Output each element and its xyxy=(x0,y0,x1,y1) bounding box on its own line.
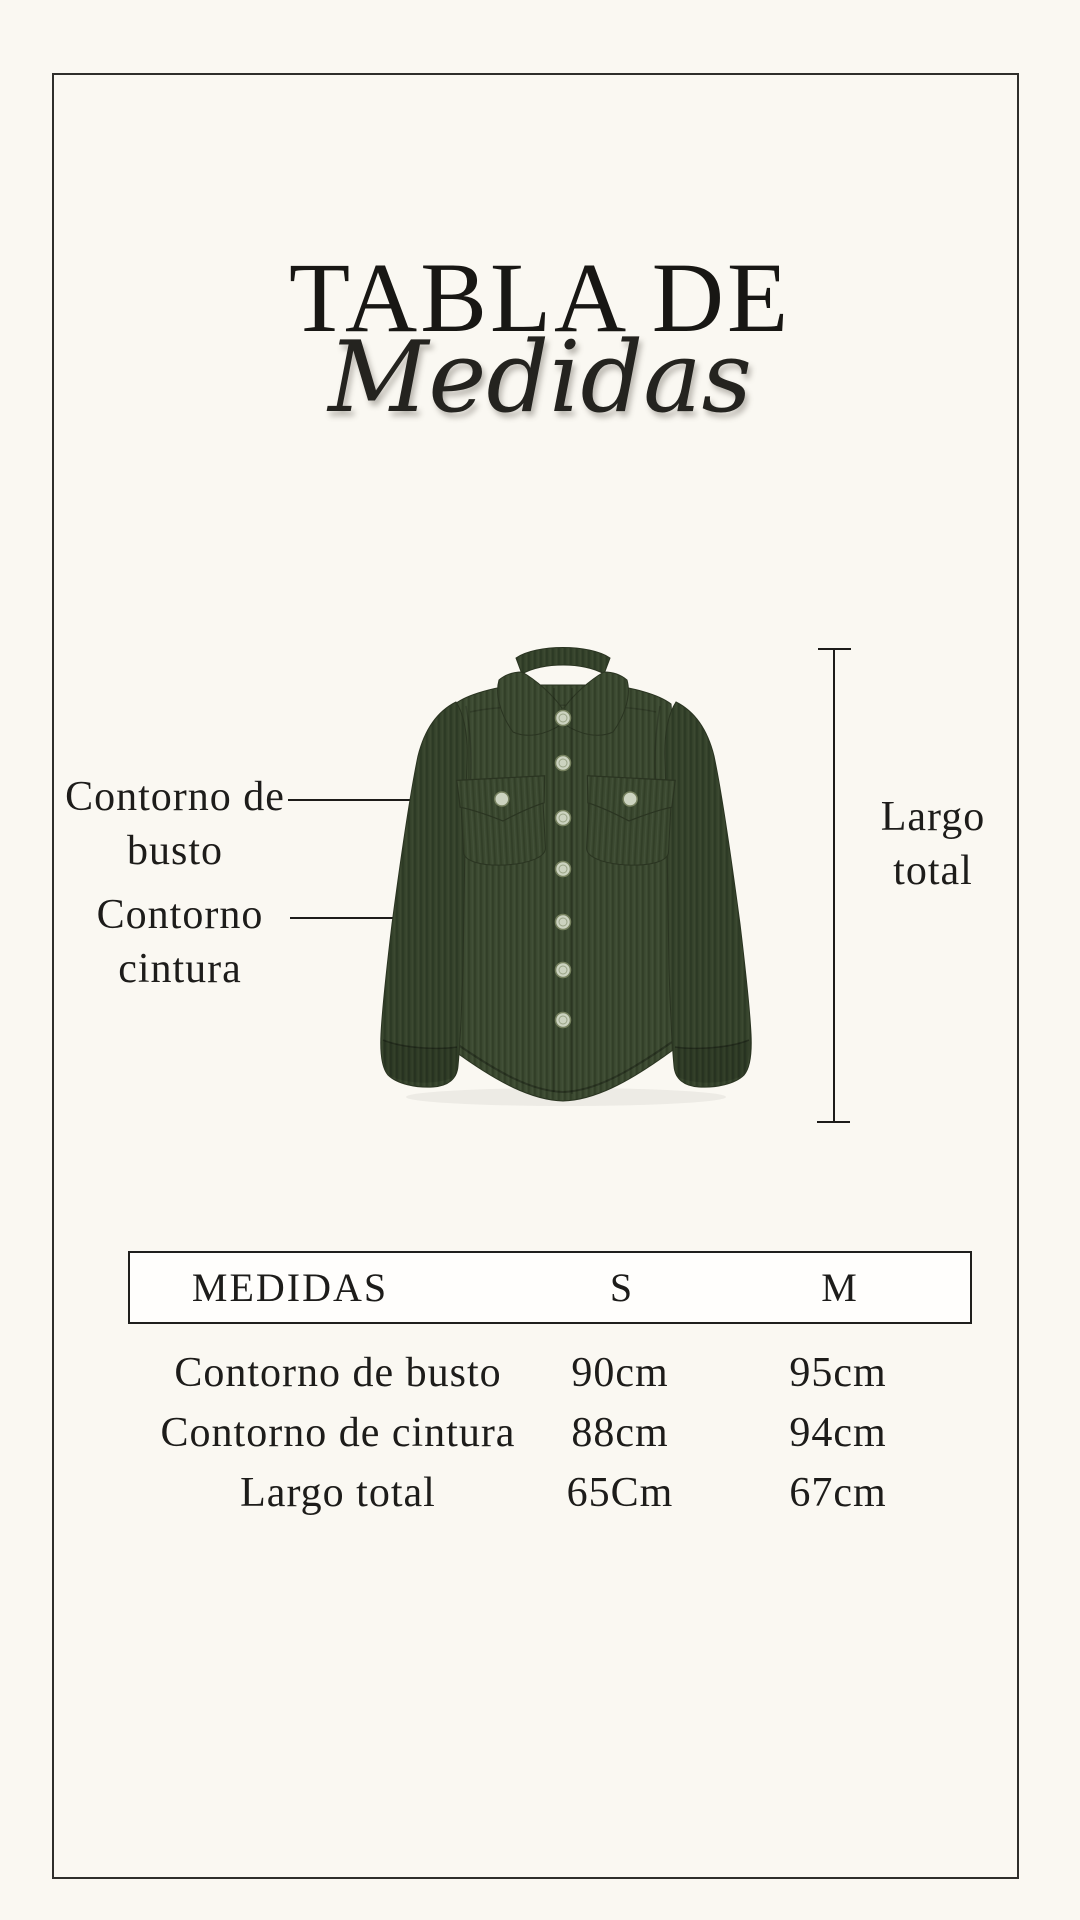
left-sleeve xyxy=(381,702,467,1087)
row-value-s: 65Cm xyxy=(566,1470,674,1516)
row-value-m: 67cm xyxy=(789,1470,887,1516)
table-header-medidas: MEDIDAS xyxy=(191,1265,389,1310)
row-label: Largo total xyxy=(240,1470,436,1516)
row-value-s: 88cm xyxy=(571,1410,669,1456)
row-label: Contorno de busto xyxy=(174,1350,502,1396)
row-value-m: 95cm xyxy=(789,1350,887,1396)
largo-measure-cap-top xyxy=(818,648,851,650)
callout-contorno-cintura xyxy=(60,888,300,996)
table-row xyxy=(128,1403,972,1463)
table-row xyxy=(128,1463,972,1523)
shirt-body xyxy=(448,685,678,1101)
callout-line1: Largo xyxy=(880,794,986,840)
callout-line2: cintura xyxy=(118,946,242,992)
callout-largo-total xyxy=(843,790,1023,898)
callout-line2: busto xyxy=(126,828,223,874)
row-value-s: 90cm xyxy=(571,1350,669,1396)
left-pocket xyxy=(457,776,549,867)
table-header-size-m: M xyxy=(821,1265,859,1310)
table-row xyxy=(128,1343,972,1403)
largo-measure-line xyxy=(833,649,835,1122)
largo-measure-cap-bottom xyxy=(817,1121,850,1123)
callout-contorno-busto xyxy=(55,770,295,878)
table-header xyxy=(128,1251,972,1324)
callout-line2: total xyxy=(893,848,973,894)
table-header-size-s: S xyxy=(609,1265,635,1310)
callout-line1: Contorno de xyxy=(65,774,285,820)
pocket-button xyxy=(494,792,509,807)
pocket-button xyxy=(623,792,638,807)
row-value-m: 94cm xyxy=(789,1410,887,1456)
page-title: TABLA DE xyxy=(288,242,792,353)
garment-illustration xyxy=(378,642,754,1110)
right-pocket xyxy=(583,776,675,867)
page-subtitle-script: Medidas xyxy=(328,321,752,435)
right-sleeve xyxy=(665,702,751,1087)
callout-line1: Contorno xyxy=(96,892,264,938)
row-label: Contorno de cintura xyxy=(160,1410,516,1456)
table-body xyxy=(128,1343,972,1523)
